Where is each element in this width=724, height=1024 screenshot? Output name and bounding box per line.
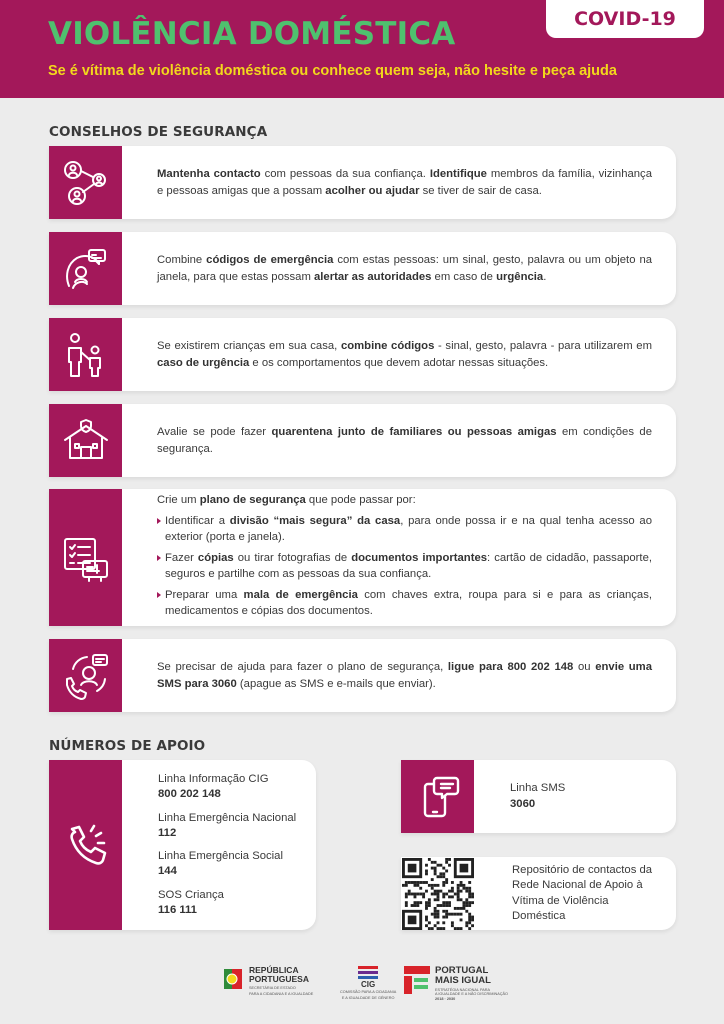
safety-tip-text (122, 639, 676, 712)
republica-sub1: SECRETÁRIA DE ESTADO (249, 985, 296, 990)
pmi-sub1: ESTRATÉGIA NACIONAL PARA (435, 987, 490, 992)
cig-stripes-icon (358, 966, 378, 980)
sms-icon-box (401, 760, 474, 833)
safety-tip-paragraph (157, 659, 652, 692)
support-line-label: SOS Criança (158, 888, 224, 901)
sms-label: Linha SMS (510, 782, 566, 795)
text-run: : cartão de cidadão, passaporte, seguros e partilhe com as pessoas da sua confiança. (165, 551, 652, 581)
support-line (158, 811, 296, 842)
safety-tip-text (122, 489, 676, 626)
section-title-tips: CONSELHOS DE SEGURANÇA (49, 124, 268, 140)
emphasis-text: cópias (197, 551, 234, 564)
covid-tag: COVID-19 (546, 0, 704, 38)
checklist-icon (49, 489, 122, 626)
house-shield-icon (49, 404, 122, 477)
emphasis-text: urgência (496, 270, 544, 283)
cig-sub2: E A IGUALDADE DE GÉNERO (341, 995, 395, 1000)
text-run: Combine (157, 254, 207, 267)
repository-text: Repositório de contactos da Rede Nacional de Apoio à Vítima de Violência Doméstica (512, 864, 653, 922)
safety-tip-card (49, 404, 676, 477)
text-run: Crie um (157, 493, 200, 506)
safety-tip-text (122, 146, 676, 219)
repository-card (401, 857, 676, 930)
sms-card (401, 760, 676, 833)
safety-plan-bullets (157, 513, 652, 623)
safety-tip-text (122, 404, 676, 477)
qr-code-icon (402, 858, 474, 930)
text-run: . (543, 270, 547, 283)
emphasis-text: envie uma SMS para 3060 (157, 661, 653, 690)
republica-line1: REPÚBLICA (249, 965, 299, 975)
adult-child-icon (49, 318, 122, 391)
republica-portuguesa-logo (222, 966, 313, 997)
phone-ringing-icon (58, 817, 114, 873)
section-title-support: NÚMEROS DE APOIO (49, 738, 206, 754)
portugal-mais-igual-logo (404, 966, 508, 1002)
sms-number: 3060 (510, 797, 536, 810)
text-run: Se precisar de ajuda para fazer o plano de segurança, (157, 661, 448, 674)
safety-tip-card (49, 232, 676, 305)
phone-lines-card (49, 760, 316, 930)
repository-text-box (474, 857, 676, 930)
safety-tip-paragraph (157, 252, 652, 285)
emphasis-text: caso de urgência (157, 356, 250, 369)
mais-igual-symbol-icon (404, 966, 430, 994)
text-run: , para onde possa ir e na qual tenha acesso ao exterior (porta e janela). (165, 515, 652, 544)
text-run: com chaves extra, roupa para si e para as crianças, medicamentos e cópias dos documentos. (165, 588, 652, 617)
safety-tip-paragraph (157, 424, 652, 457)
tagline: Se é vítima de violência doméstica ou conhece quem seja, não hesite e peça ajuda (48, 63, 617, 79)
emphasis-text: mala de emergência (243, 588, 358, 601)
safety-tip-card (49, 639, 676, 712)
emphasis-text: Identifique (429, 168, 487, 181)
emphasis-text: divisão “mais segura” da casa (229, 515, 401, 528)
support-line (158, 772, 296, 803)
emphasis-text: acolher ou ajudar (325, 184, 420, 197)
safety-tip-card (49, 489, 676, 626)
republica-sub2: PARA A CIDADANIA E A IGUALDADE (249, 992, 314, 997)
mobile-message-icon (413, 772, 463, 822)
republica-line2: PORTUGUESA (249, 973, 309, 984)
sms-text (474, 760, 565, 833)
support-line-number[interactable]: 144 (158, 865, 177, 878)
emphasis-text: ligue para 800 202 148 (447, 661, 574, 674)
footer-logos (0, 960, 724, 1010)
safety-tip-paragraph (157, 492, 652, 508)
pmi-line1: PORTUGAL (435, 965, 489, 976)
emphasis-text: documentos importantes (351, 551, 488, 564)
text-run: Avalie se pode fazer (157, 426, 272, 439)
text-run: (apague as SMS e e-mails que enviar). (236, 677, 436, 690)
people-network-icon (49, 146, 122, 219)
text-run: se tiver de sair de casa. (419, 184, 542, 197)
pmi-line2: MAIS IGUAL (435, 974, 491, 986)
text-run: com estas pessoas: um sinal, gesto, palavra ou um objeto na janela, para que estas possam (157, 254, 653, 283)
text-run: - sinal, gesto, palavra - para utilizarem em (434, 340, 652, 353)
text-run: Fazer (165, 551, 198, 564)
list-item (157, 587, 652, 620)
text-run: ou (573, 661, 596, 674)
text-run: Identificar a (165, 515, 230, 528)
emphasis-text: códigos de emergência (206, 254, 334, 267)
support-line-number[interactable]: 800 202 148 (158, 788, 221, 801)
speech-bubble-head-icon (49, 232, 122, 305)
page-title: VIOLÊNCIA DOMÉSTICA (48, 16, 456, 52)
phone-lines-list (122, 760, 296, 930)
safety-tip-card (49, 146, 676, 219)
text-run: em condições de segurança. (157, 426, 652, 455)
text-run: com pessoas da sua confiança. (260, 168, 430, 181)
emphasis-text: Mantenha contacto (157, 168, 261, 181)
header-banner (0, 0, 724, 98)
support-line-number[interactable]: 116 111 (158, 903, 197, 916)
emphasis-text: combine códigos (340, 340, 435, 353)
support-line (158, 849, 296, 880)
list-item (157, 550, 652, 583)
safety-tip-paragraph (157, 338, 652, 371)
safety-tip-card (49, 318, 676, 391)
text-run: e os comportamentos que devem adotar nessas situações. (249, 356, 549, 369)
support-line-label: Linha Emergência Nacional (158, 811, 297, 824)
support-line-number[interactable]: 112 (158, 826, 177, 839)
list-item (157, 513, 652, 546)
safety-tip-text (122, 232, 676, 305)
portugal-flag-emblem-icon (222, 966, 244, 992)
repository-qr-code[interactable] (401, 857, 474, 930)
text-run: Preparar uma (165, 588, 244, 601)
text-run: Se existirem crianças em sua casa, (157, 340, 341, 353)
emphasis-text: alertar as autoridades (314, 270, 432, 283)
text-run: que pode passar por: (305, 493, 416, 506)
cig-name: CIG (361, 980, 376, 989)
text-run: em caso de (431, 270, 497, 283)
emphasis-text: plano de segurança (199, 493, 306, 506)
safety-tip-text (122, 318, 676, 391)
safety-tip-paragraph (157, 166, 652, 199)
pmi-sub2: A IGUALDADE E A NÃO DISCRIMINAÇÃO (435, 992, 509, 997)
phone-ringing-icon-box (49, 760, 122, 930)
emphasis-text: quarentena junto de familiares ou pessoas amigas (271, 426, 557, 439)
pmi-years: 2018 · 2030 (435, 997, 456, 1002)
text-run: membros da família, vizinhança e pessoas amigas que a possam (157, 168, 652, 197)
phone-support-icon (49, 639, 122, 712)
support-line (158, 888, 296, 919)
cig-sub1: COMISSÃO PARA A CIDADANIA (340, 990, 397, 995)
text-run: ou tirar fotografias de (233, 551, 352, 564)
support-line-label: Linha Informação CIG (158, 773, 269, 785)
cig-logo (340, 966, 396, 1000)
support-line-label: Linha Emergência Social (158, 850, 283, 862)
